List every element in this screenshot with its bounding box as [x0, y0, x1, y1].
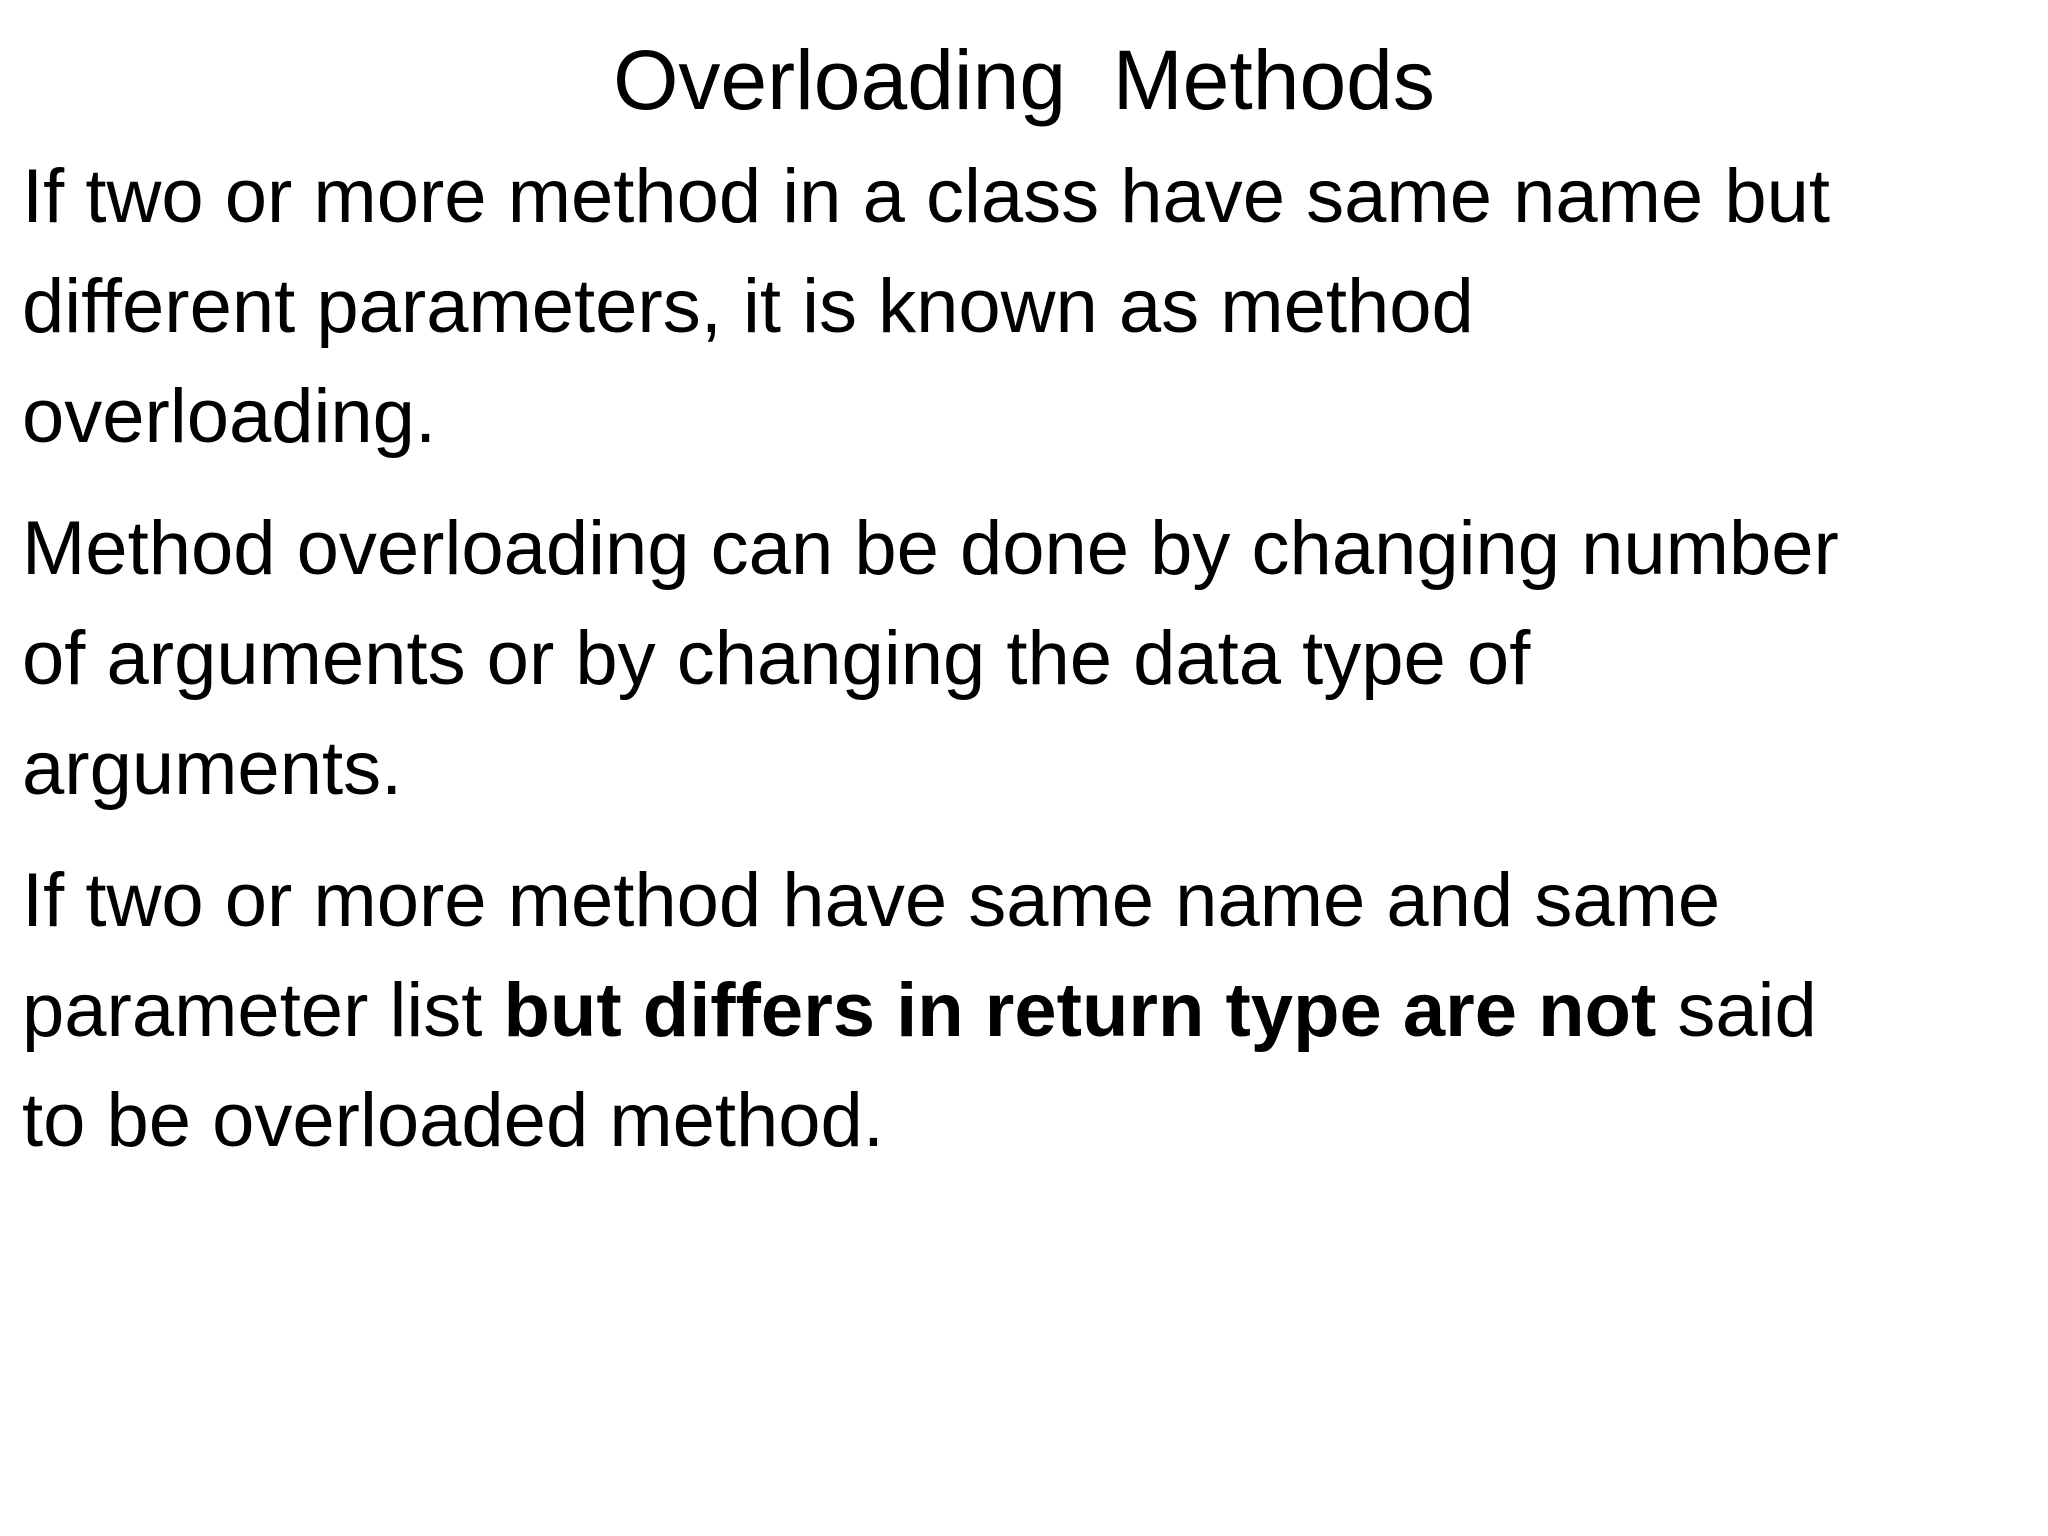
- text-line: overloading.: [22, 374, 437, 459]
- bold-emphasis: but differs in return type are not: [503, 968, 1657, 1053]
- text-line: to be overloaded method.: [22, 1078, 884, 1163]
- slide-body: [22, 142, 2032, 1198]
- text-segment: said: [1656, 968, 1817, 1053]
- paragraph-return-type: [22, 846, 2032, 1176]
- text-line: different parameters, it is known as method: [22, 264, 1474, 349]
- slide-title: Overloading Methods: [613, 33, 1435, 127]
- text-line: If two or more method in a class have same name but: [22, 154, 1830, 239]
- text-line: Method overloading can be done by changing number: [22, 506, 1839, 591]
- text-line-mixed: [22, 956, 2032, 1066]
- text-line: of arguments or by changing the data type of: [22, 616, 1531, 701]
- text-segment: parameter list: [22, 968, 504, 1053]
- paragraph-definition: [22, 142, 2032, 472]
- text-line: arguments.: [22, 726, 403, 811]
- paragraph-how-to: [22, 494, 2032, 824]
- text-line: If two or more method have same name and same: [22, 858, 1721, 943]
